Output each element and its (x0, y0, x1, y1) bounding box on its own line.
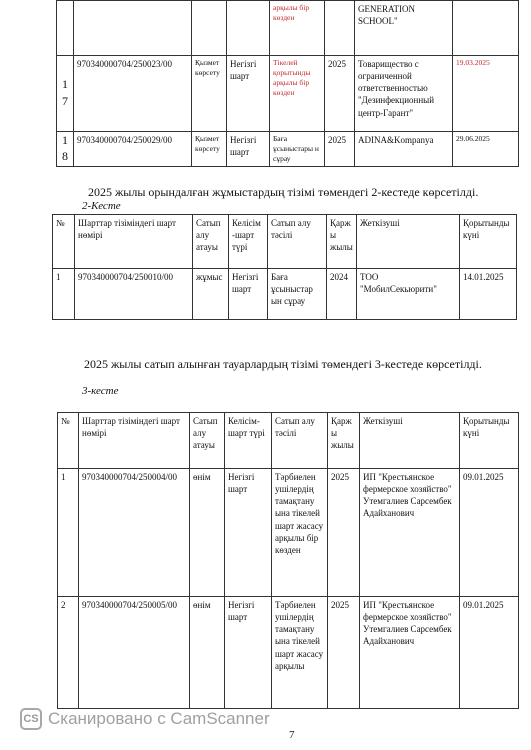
conclusion-date: 29.06.2025 (453, 132, 519, 167)
contract-number: 970340000704/250010/00 (75, 269, 193, 320)
supplier: ИП "Крестьянское фермерское хозяйство" Утемгалиев Сарсембек Адайханович (360, 597, 460, 709)
supplier: ИП "Крестьянское фермерское хозяйство" Утемгалиев Сарсембек Адайханович (360, 469, 460, 597)
table-row (57, 1, 519, 56)
header-number: № (53, 215, 75, 269)
contract-type: Негізгі шарт (225, 469, 272, 597)
contract-type: Негізгі шарт (225, 597, 272, 709)
camscanner-logo-icon: CS (20, 708, 42, 730)
conclusion-date: 14.01.2025 (460, 269, 517, 320)
contract-number: 970340000704/250029/00 (74, 132, 192, 167)
header-purchase-name: Сатып алу атауы (190, 413, 225, 469)
purchase-name: Қызмет көрсету (192, 56, 227, 132)
row-number: 18 (57, 132, 74, 167)
purchase-method: Баға ұсыныстары н сұрау (270, 132, 325, 167)
conclusion-date: 09.01.2025 (460, 597, 519, 709)
header-conclusion-date: Қорытынды күні (460, 215, 517, 269)
goods-table (57, 412, 519, 709)
header-purchase-name: Сатып алу атауы (193, 215, 229, 269)
conclusion-date: 09.01.2025 (460, 469, 519, 597)
supplier: ТОО "МобилСекьюрити" (357, 269, 460, 320)
table-header-row (58, 413, 519, 469)
header-fiscal-year: Қаржы жылы (327, 215, 357, 269)
fiscal-year (325, 1, 355, 56)
supplier: Товарищество с ограниченной ответственностью "Дезинфекционный центр-Гарант" (355, 56, 453, 132)
contract-number: 970340000704/250005/00 (79, 597, 190, 709)
contract-number: 970340000704/250004/00 (79, 469, 190, 597)
row-number: 17 (57, 56, 74, 132)
section-3-heading: 2025 жылы сатып алынған тауарлардың тізімі төмендегі 3-кестеде көрсетілді. (84, 357, 482, 371)
header-contract-type: Келісім -шарт түрі (229, 215, 268, 269)
purchase-name: жұмыс (193, 269, 229, 320)
contract-type: Негізгі шарт (227, 132, 270, 167)
conclusion-date (453, 1, 519, 56)
supplier: GENERATION SCHOOL" (355, 1, 453, 56)
purchase-method: Тәрбиелен ушілердің тамақтану ына тікелей шарт жасасу арқылы (272, 597, 328, 709)
header-contract-number: Шарттар тізіміндегі шарт нөмірі (75, 215, 193, 269)
contract-number (74, 1, 192, 56)
fiscal-year: 2025 (325, 132, 355, 167)
header-purchase-method: Сатып алу тәсілі (272, 413, 328, 469)
contract-type: Негізгі шарт (227, 56, 270, 132)
header-fiscal-year: Қаржы жылы (328, 413, 360, 469)
conclusion-date: 19.03.2025 (453, 56, 519, 132)
purchase-method: Баға ұсыныстар ын сұрау (268, 269, 327, 320)
purchase-method: арқылы бір көзден (270, 1, 325, 56)
header-supplier: Жеткізуші (360, 413, 460, 469)
contract-type: Негізгі шарт (229, 269, 268, 320)
header-supplier: Жеткізуші (357, 215, 460, 269)
fiscal-year: 2024 (327, 269, 357, 320)
header-contract-type: Келісім-шарт түрі (225, 413, 272, 469)
table-row (57, 132, 519, 167)
page-number: 7 (289, 729, 295, 741)
fiscal-year: 2025 (325, 56, 355, 132)
section-2-caption: 2-Кесте (82, 200, 121, 212)
contract-type (227, 1, 270, 56)
camscanner-watermark (20, 708, 270, 730)
camscanner-text: Сканировано с CamScanner (48, 709, 270, 728)
section-3-caption: 3-кесте (82, 385, 119, 397)
fiscal-year: 2025 (328, 469, 360, 597)
header-number: № (58, 413, 79, 469)
supplier: ADINA&Kompanya (355, 132, 453, 167)
header-purchase-method: Сатып алу тәсілі (268, 215, 327, 269)
purchase-method: Тікелей қорытынды арқылы бір көзден (270, 56, 325, 132)
table-header-row (53, 215, 517, 269)
header-contract-number: Шарттар тізіміндегі шарт нөмірі (79, 413, 190, 469)
table-row (58, 597, 519, 709)
purchase-method: Тәрбиелен ушілердің тамақтану ына тікелей шарт жасасу арқылы бір көзден (272, 469, 328, 597)
row-number (57, 1, 74, 56)
row-number: 1 (53, 269, 75, 320)
contract-number: 970340000704/250023/00 (74, 56, 192, 132)
table-row (53, 269, 517, 320)
table-row (57, 56, 519, 132)
services-table-continued (56, 0, 519, 167)
purchase-name: Қызмет көрсету (192, 132, 227, 167)
fiscal-year: 2025 (328, 597, 360, 709)
header-conclusion-date: Қорытынды күні (460, 413, 519, 469)
purchase-name (192, 1, 227, 56)
section-2-heading: 2025 жылы орындалған жұмыстардың тізімі төмендегі 2-кестеде көрсетілді. (88, 185, 479, 199)
row-number: 1 (58, 469, 79, 597)
table-row (58, 469, 519, 597)
purchase-name: өнім (190, 597, 225, 709)
row-number: 2 (58, 597, 79, 709)
works-table (52, 214, 517, 320)
purchase-name: өнім (190, 469, 225, 597)
